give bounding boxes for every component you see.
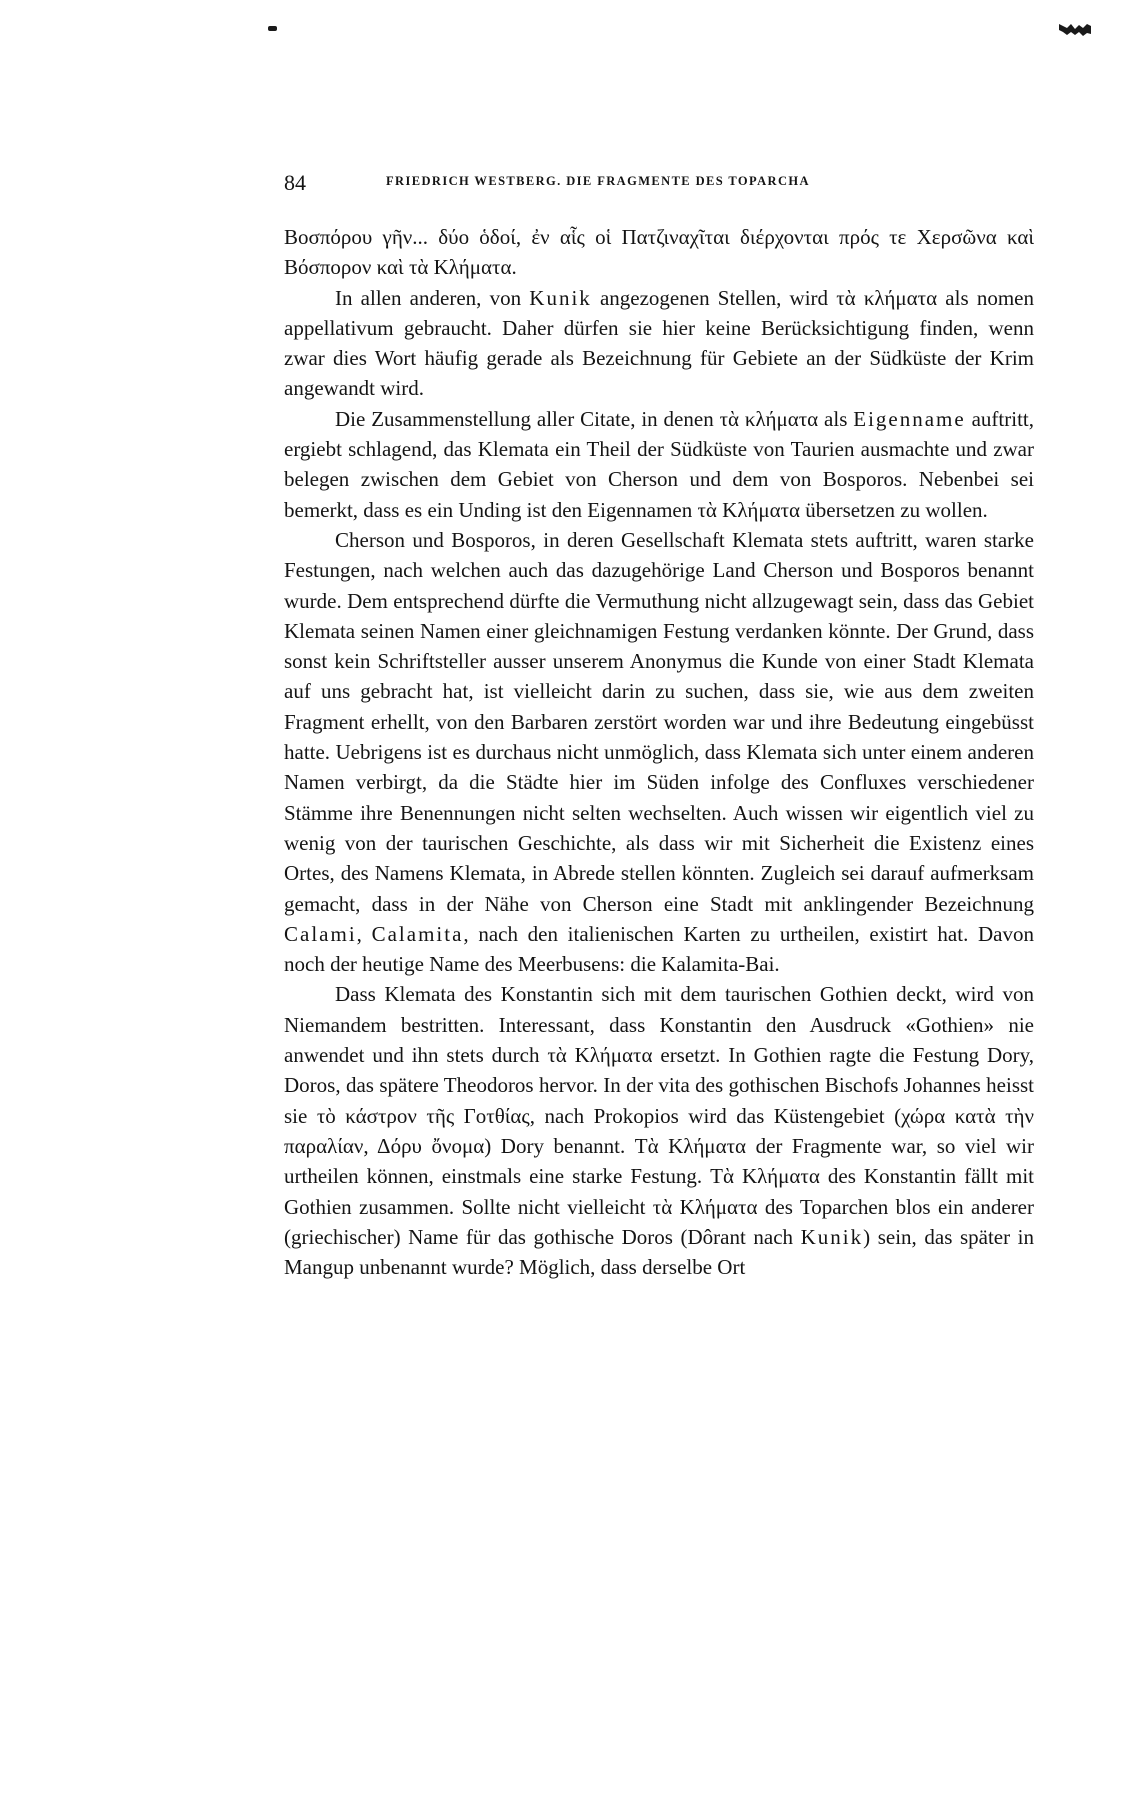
text-run: auftritt, ergiebt schlagend, das Klemata ein Theil der Südküste von Taurien ausmachte und zwar belegen zwischen dem Gebiet von Cherson und dem von Bosporos. Nebenbei sei bemerkt, dass es ein Unding ist den Eigennamen τὰ Κλήματα übersetzen zu wollen. xyxy=(284,406,1034,522)
text-run: angezogenen Stellen, wird τὰ κλήματα als nomen appellativum gebraucht. Daher dürfen sie hier keine Berücksichtigung finden, wenn zwar dies Wort häufig gerade als Bezeichnung für Gebiete an der Südküste der Krim angewandt wird. xyxy=(284,285,1034,401)
paragraph xyxy=(284,525,1034,979)
spaced-name: Calami xyxy=(284,921,357,946)
text-run: , nach den italienischen Karten zu urtheilen, existirt hat. Davon noch der heutige Name des Meerbusens: die Kalamita-Bai. xyxy=(284,921,1034,977)
scan-mark-top-left xyxy=(268,26,277,31)
paragraph xyxy=(284,404,1034,525)
scan-mark-top-right xyxy=(1045,20,1093,38)
running-title: FRIEDRICH WESTBERG. DIE FRAGMENTE DES TOPARCHA xyxy=(386,174,810,188)
page-number: 84 xyxy=(284,170,306,195)
text-run: Die Zusammenstellung aller Citate, in denen τὰ κλήματα als xyxy=(335,406,854,431)
spaced-name: Calamita xyxy=(371,921,464,946)
paragraph xyxy=(284,979,1034,1282)
text-run: Cherson und Bosporos, in deren Gesellschaft Klemata stets auftritt, waren starke Festungen, nach welchen auch das dazugehörige Land Cherson und Bosporos benannt wurde. Dem entsprechend dürfte die Vermuthung nicht allzugewagt sein, dass das Gebiet Klemata seinen Namen einer gleichnamigen Festung verdanken könnte. Der Grund, dass sonst kein Schriftsteller ausser unserem Anonymus die Kunde von einer Stadt Klemata auf uns gebracht hat, ist vielleicht darin zu suchen, dass sie, wie aus dem zweiten Fragment erhellt, von den Barbaren zerstört worden war und ihre Bedeutung eingebüsst hatte. Uebrigens ist es durchaus nicht unmöglich, dass Klemata sich unter einem anderen Namen verbirgt, da die Städte hier im Süden infolge des Confluxes verschiedener Stämme ihre Benennungen nicht selten wechselten. Auch wissen wir eigentlich viel zu wenig von der taurischen Geschichte, als dass wir mit Sicherheit die Existenz eines Ortes, des Namens Klemata, in Abrede stellen könnten. Zugleich sei darauf aufmerksam gemacht, dass in der Nähe von Cherson eine Stadt mit anklingender Bezeichnung xyxy=(284,527,1034,916)
text-run: In allen anderen, von xyxy=(335,285,530,310)
spaced-name: Kunik xyxy=(800,1224,864,1249)
text-run: Dass Klemata des Konstantin sich mit dem taurischen Gothien deckt, wird von Niemandem bestritten. Interessant, dass Konstantin den Ausdruck «Gothien» nie anwendet und ihn stets durch τὰ Κλήματα ersetzt. In Gothien ragte die Festung Dory, Doros, das spätere Theodoros hervor. In der vita des gothischen Bischofs Johannes heisst sie τὸ κάστρον τῆς Γοτθίας, nach Prokopios wird das Küstengebiet (χώρα κατὰ τὴν παραλίαν, Δόρυ ὄνομα) Dory benannt. Τὰ Κλήματα der Fragmente war, so viel wir urtheilen können, einstmals eine starke Festung. Τὰ Κλήματα des Konstantin fällt mit Gothien zusammen. Sollte nicht vielleicht τὰ Κλήματα des Toparchen blos ein anderer (griechischer) Name für das gothische Doros (Dôrant nach xyxy=(284,982,1034,1249)
spaced-name: Kunik xyxy=(529,285,592,310)
text-run: ) sein, das später in Mangup unbenannt wurde? Möglich, dass derselbe Ort xyxy=(284,1224,1035,1280)
spaced-term: Eigenname xyxy=(853,406,966,431)
paragraph xyxy=(284,283,1034,404)
text-run: Βοσπόρου γῆν... δύο ὁδοί, ἐν αἷς οἱ Πατζιναχῖται διέρχονται πρός τε Χερσῶνα καὶ Βόσπορον καὶ τὰ Κλήματα. xyxy=(284,225,1034,280)
paragraph xyxy=(284,222,1034,283)
running-head xyxy=(284,170,904,198)
text-run: , xyxy=(356,921,372,946)
body-text xyxy=(284,222,1034,1282)
